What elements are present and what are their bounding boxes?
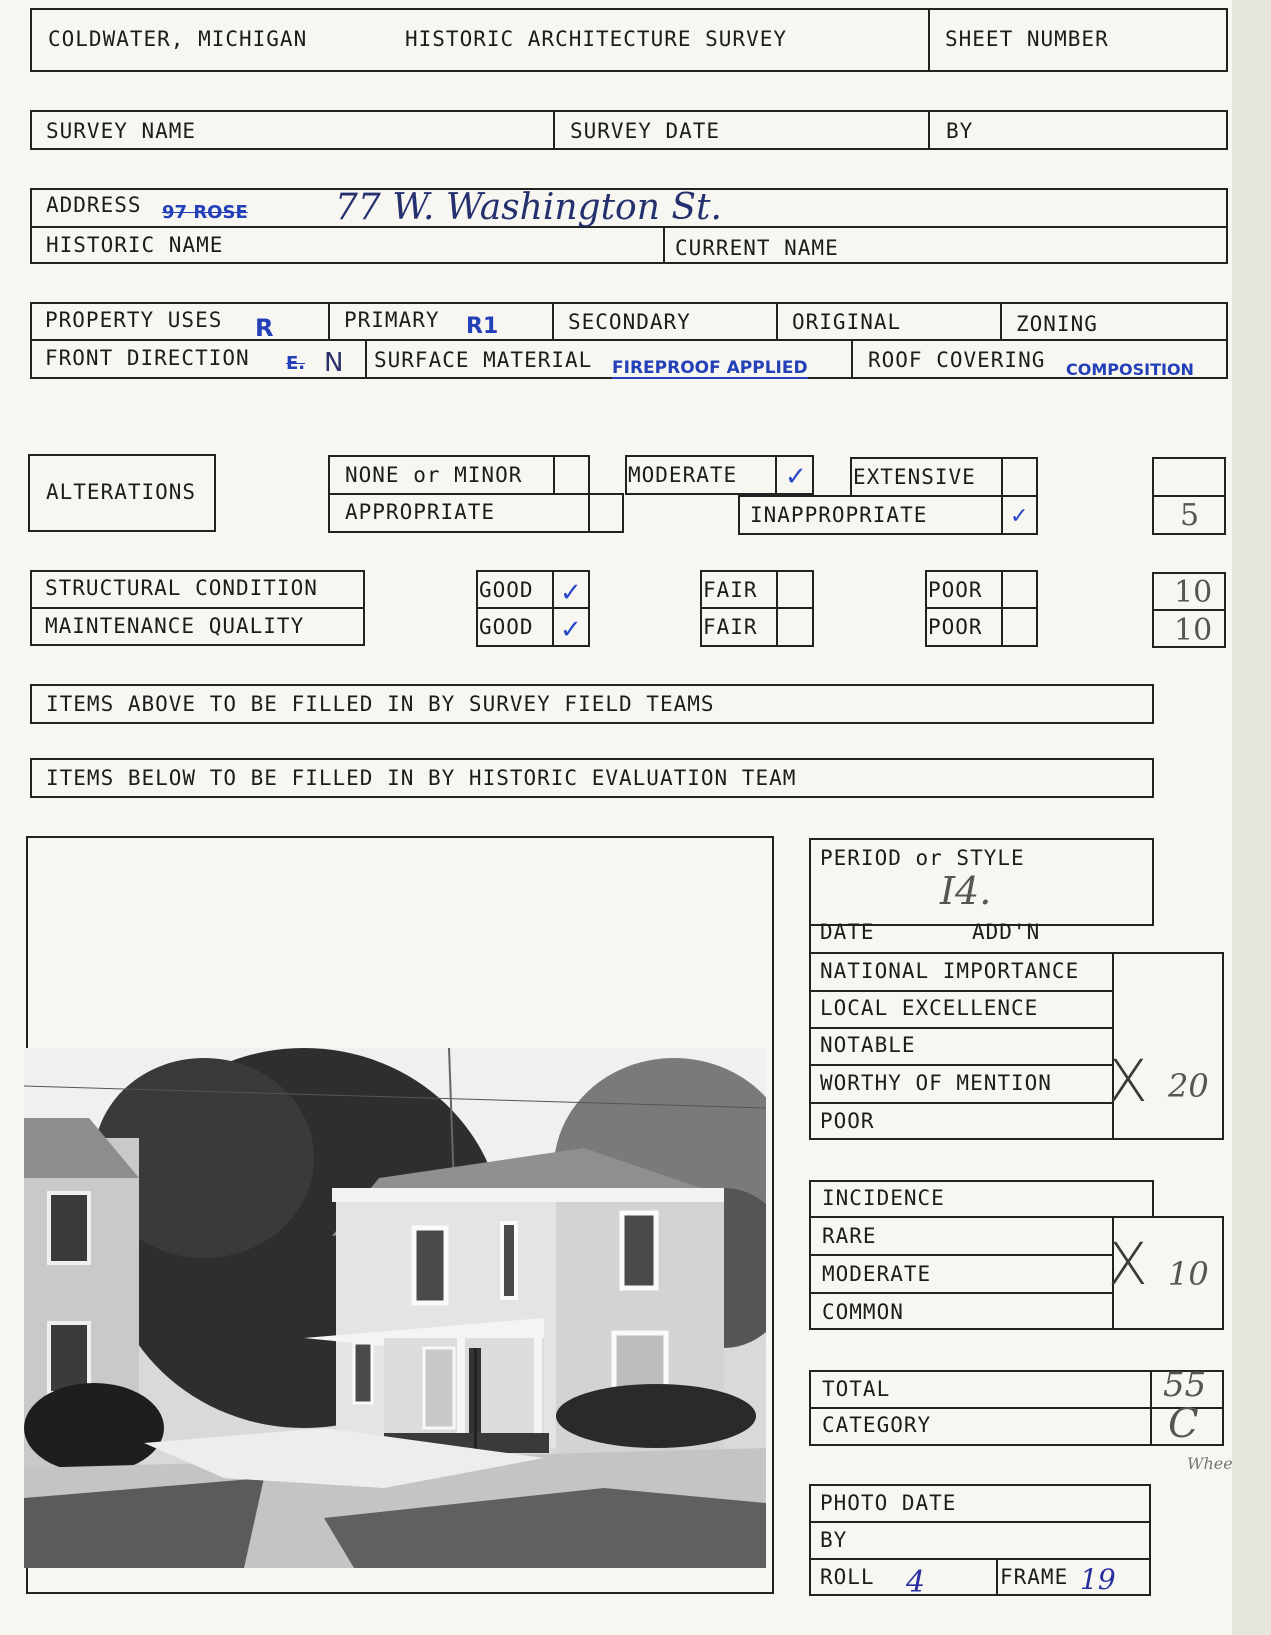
survey-divider-1: [553, 110, 555, 150]
survey-date-label: SURVEY DATE: [570, 119, 721, 143]
property-uses-value: R: [255, 314, 274, 342]
period-style-value: I4.: [940, 869, 992, 913]
property-divider-3: [776, 302, 778, 340]
front-direction-struck: E.: [286, 353, 306, 374]
current-name-label: CURRENT NAME: [675, 236, 839, 260]
alterations-score: 5: [1180, 498, 1200, 533]
maintenance-quality-label: MAINTENANCE QUALITY: [45, 614, 305, 638]
address-label: ADDRESS: [46, 193, 142, 217]
importance-row-3: [809, 1027, 1113, 1029]
maintenance-fair-label: FAIR: [703, 615, 758, 639]
structural-score: 10: [1174, 575, 1213, 610]
none-minor-label: NONE or MINOR: [345, 463, 523, 487]
surface-material-label: SURFACE MATERIAL: [374, 348, 593, 372]
field-teams-note: ITEMS ABOVE TO BE FILLED IN BY SURVEY FIELD TEAMS: [46, 692, 715, 716]
city-label: COLDWATER, MICHIGAN: [48, 27, 308, 51]
total-value: 55: [1163, 1365, 1207, 1405]
primary-value: R1: [466, 314, 499, 339]
survey-name-label: SURVEY NAME: [46, 119, 197, 143]
poor-divider: [925, 607, 1038, 609]
importance-box: [809, 920, 1224, 1140]
sheet-number-divider: [928, 8, 930, 72]
address-value: 77 W. Washington St.: [335, 187, 722, 228]
property-row-divider: [30, 339, 1228, 341]
importance-mark: X: [1108, 1047, 1148, 1115]
incidence-row-2: [809, 1292, 1113, 1294]
front-direction-label: FRONT DIRECTION: [45, 346, 250, 370]
importance-score: 20: [1168, 1067, 1209, 1105]
secondary-label: SECONDARY: [568, 310, 691, 334]
maintenance-good-label: GOOD: [479, 615, 534, 639]
roof-covering-value: COMPOSITION: [1066, 360, 1194, 379]
address-struck-value: 97 ROSE: [162, 202, 248, 223]
incidence-row-1: [809, 1254, 1113, 1256]
current-name-divider: [663, 226, 665, 264]
inappropriate-check: ✓: [1010, 504, 1029, 529]
house-photo: [24, 1048, 766, 1568]
frame-value: 19: [1080, 1563, 1116, 1596]
total-divider: [809, 1407, 1224, 1409]
common-label: COMMON: [822, 1300, 904, 1324]
form-title: HISTORIC ARCHITECTURE SURVEY: [405, 27, 788, 51]
importance-row-2: [809, 990, 1113, 992]
importance-row-5: [809, 1102, 1113, 1104]
property-uses-label: PROPERTY USES: [45, 308, 223, 332]
maintenance-good-check: ✓: [560, 615, 582, 645]
property-divider-2: [552, 302, 554, 340]
photo-date-label: PHOTO DATE: [820, 1491, 957, 1515]
maintenance-poor-label: POOR: [928, 615, 983, 639]
alterations-label: ALTERATIONS: [46, 480, 197, 504]
importance-poor-label: POOR: [820, 1109, 875, 1133]
incidence-mark: X: [1108, 1230, 1148, 1298]
appropriate-check-box: [588, 493, 624, 533]
importance-date-row-fill: [1154, 924, 1226, 952]
rare-label: RARE: [822, 1224, 877, 1248]
structural-fair-label: FAIR: [703, 578, 758, 602]
evaluation-team-note: ITEMS BELOW TO BE FILLED IN BY HISTORIC EVALUATION TEAM: [46, 766, 797, 790]
moderate-label: MODERATE: [628, 463, 738, 487]
survey-by-label: BY: [946, 119, 974, 143]
national-importance-label: NATIONAL IMPORTANCE: [820, 959, 1080, 983]
date-label: DATE: [820, 920, 875, 944]
frame-label: FRAME: [1000, 1565, 1069, 1589]
structural-condition-label: STRUCTURAL CONDITION: [45, 576, 318, 600]
category-value: C: [1168, 1401, 1199, 1447]
total-label: TOTAL: [822, 1377, 891, 1401]
photo-info-row-2: [809, 1558, 1151, 1560]
primary-label: PRIMARY: [344, 308, 440, 332]
alterations-score-divider: [1152, 495, 1226, 497]
incidence-moderate-label: MODERATE: [822, 1262, 932, 1286]
zoning-label: ZONING: [1016, 312, 1098, 336]
photo-info-row-1: [809, 1521, 1151, 1523]
local-excellence-label: LOCAL EXCELLENCE: [820, 996, 1039, 1020]
property-divider-4: [1000, 302, 1002, 340]
moderate-check: ✓: [785, 462, 807, 492]
roll-value: 4: [906, 1565, 926, 1600]
incidence-score: 10: [1168, 1255, 1209, 1293]
fair-divider: [700, 607, 814, 609]
none-minor-check-box: [553, 455, 590, 495]
historic-name-label: HISTORIC NAME: [46, 233, 224, 257]
original-label: ORIGINAL: [792, 310, 902, 334]
surface-material-value: FIREPROOF APPLIED: [612, 358, 808, 378]
category-label: CATEGORY: [822, 1413, 932, 1437]
structural-poor-label: POOR: [928, 578, 983, 602]
maintenance-score: 10: [1174, 613, 1213, 648]
extensive-check-box: [1001, 457, 1038, 497]
frame-divider: [996, 1558, 998, 1596]
fair-check-col: [776, 570, 778, 647]
appropriate-label: APPROPRIATE: [345, 500, 496, 524]
property-divider-5: [365, 339, 367, 379]
period-style-label: PERIOD or STYLE: [820, 846, 1025, 870]
condition-divider: [30, 607, 365, 609]
importance-row-1: [809, 952, 1224, 954]
inappropriate-label: INAPPROPRIATE: [750, 503, 928, 527]
incidence-label: INCIDENCE: [822, 1186, 945, 1210]
house-photo-image: [24, 1048, 766, 1568]
importance-row-4: [809, 1064, 1113, 1066]
poor-check-col: [1001, 570, 1003, 647]
margin-note: Whee: [1187, 1454, 1233, 1473]
date-value: ADD'N: [972, 920, 1041, 944]
sheet-number-label: SHEET NUMBER: [945, 27, 1109, 51]
extensive-label: EXTENSIVE: [853, 465, 976, 489]
worthy-of-mention-label: WORTHY OF MENTION: [820, 1071, 1052, 1095]
roof-covering-label: ROOF COVERING: [868, 348, 1046, 372]
roll-label: ROLL: [820, 1565, 875, 1589]
survey-divider-2: [928, 110, 930, 150]
page-edge: [1232, 0, 1271, 1635]
structural-good-check: ✓: [560, 578, 582, 608]
structural-good-label: GOOD: [479, 578, 534, 602]
total-score-col: [1150, 1370, 1152, 1446]
front-direction-value: N: [324, 348, 344, 378]
good-check-col: [552, 570, 554, 647]
notable-label: NOTABLE: [820, 1033, 916, 1057]
property-divider-1: [328, 302, 330, 340]
property-divider-6: [851, 339, 853, 379]
photo-by-label: BY: [820, 1528, 848, 1552]
